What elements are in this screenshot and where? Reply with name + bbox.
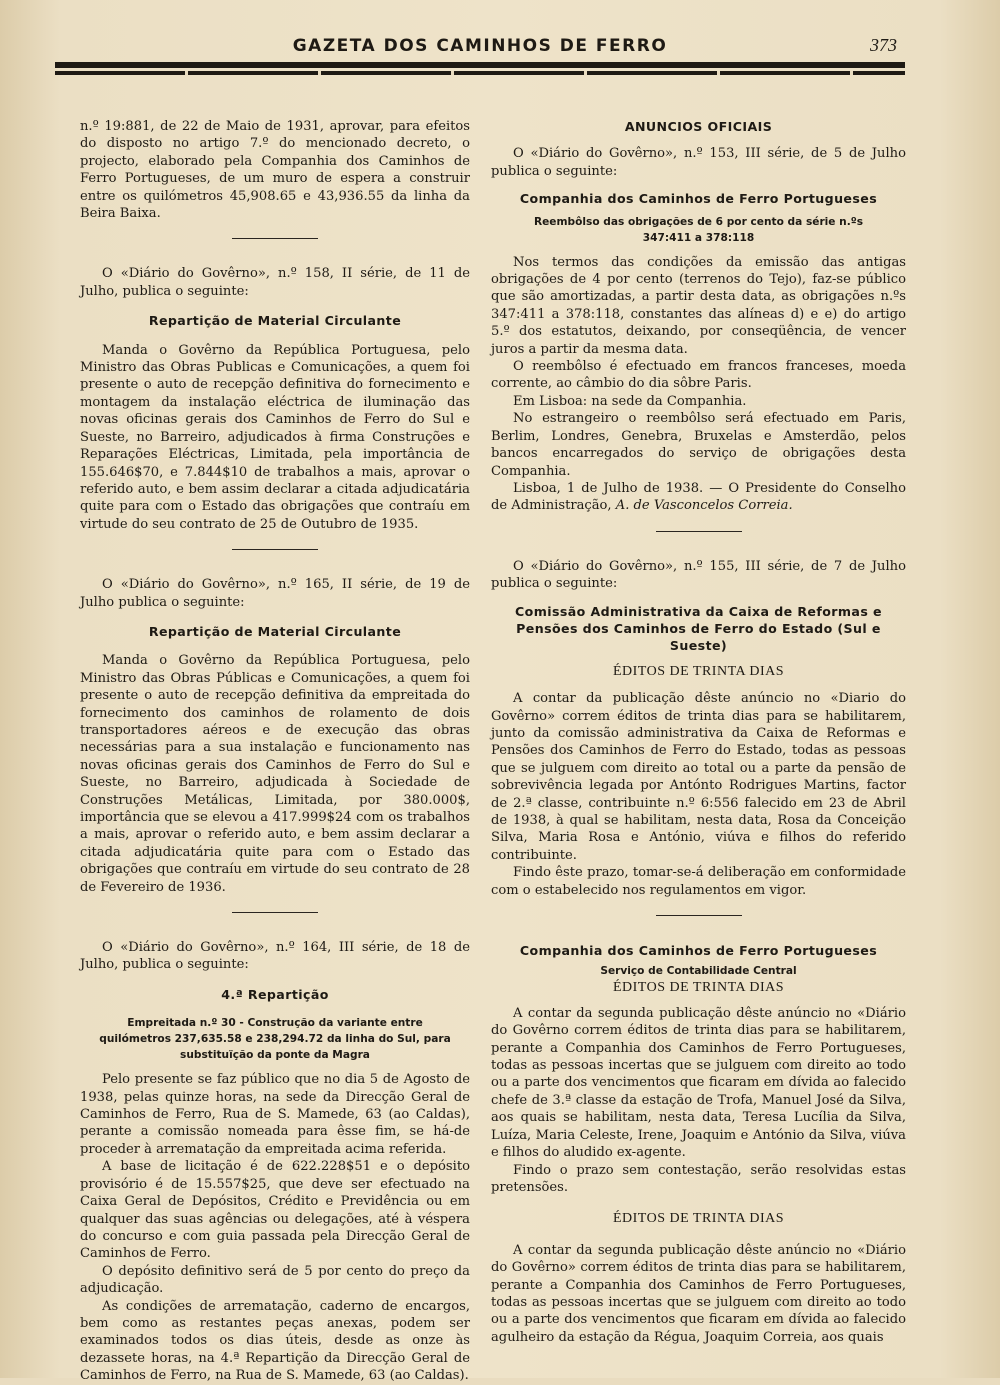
notice-intro: O «Diário do Govêrno», n.º 165, II série, de 19 de Julho publica o seguinte: — [80, 577, 470, 610]
paragraph-text: Lisboa, 1 de Julho de 1938. — O Presidente do Conselho de Administração, — [491, 480, 906, 514]
section-heading: Repartição de Material Circulante — [148, 313, 402, 329]
paragraph: A contar da publicação dêste anúncio no «Diario do Govêrno» correm éditos de trinta dias para se habilitarem, junto da comissão administrativa da Caixa de Reformas e Pensões dos Caminhos de Ferro do Estado, todas as pessoas que se julguem com direito ao total ou a parte da pensão de sobrevivência legada por Antónto Rodrigues Martins, factor de 2.ª classe, contribuinte n.º 6:556 falecido em 23 de Abril de 1938, à qual se habilitam, nesta data, Rosa da Conceição Silva, Maria Rosa e António, viúva e filhos do referido contribuinte. — [491, 691, 906, 863]
paragraph: Findo o prazo sem contestação, serão resolvidas estas pretensões. — [491, 1162, 906, 1195]
separator — [232, 549, 318, 550]
paragraph — [491, 480, 906, 515]
header-rule-thin — [55, 71, 905, 75]
paragraph: A base de licitação é de 622.228$51 e o depósito provisório é de 15.557$25, que deve ser efectuado na Caixa Geral de Depósitos, Crédito e Previdência ou em qualquer das suas agências ou delegações, até à véspera do concurso e com guia passada pela Direcção Geral de Caminhos de Ferro. — [80, 1159, 470, 1262]
separator — [232, 238, 318, 239]
paragraph: Manda o Govêrno da República Portuguesa, pelo Ministro das Obras Públicas e Comunicações, a quem foi presente o auto de recepção definitiva da empreitada do fornecimento dos caminhos de rolamento de dois transportadores aéreos e de execução das obras necessárias para a sua instalação e funcionamento nas novas oficinas gerais dos Caminhos de Ferro do Sul e Sueste, no Barreiro, adjudicada à Sociedade de Construções Metálicas, Limitada, por 380.000$, importância que se elevou a 417.999$24 com os trabalhos a mais, aprovar o referido auto, e bem assim declarar a citada adjudicatária quite para com o Estado das obrigações que contraíu em virtude do seu contrato de 28 de Fevereiro de 1936. — [80, 653, 470, 895]
paragraph: A contar da segunda publicação dêste anúncio no «Diário do Govêrno» correm éditos de trinta dias para se habilitarem, perante a Companhia dos Caminhos de Ferro Portugueses, todas as pessoas incertas que se julguem com direito ao todo ou a parte dos vencimentos que ficaram em dívida ao falecido agulheiro da estação da Régua, Joaquim Correia, aos quais — [491, 1242, 906, 1345]
right-column — [491, 118, 906, 1346]
section-heading: 4.ª Repartição — [221, 986, 329, 1002]
notice-intro: O «Diário do Govêrno», n.º 153, III série, de 5 de Julho publica o seguinte: — [491, 146, 906, 179]
separator — [656, 915, 742, 916]
paragraph: Nos termos das condições da emissão das antigas obrigações de 4 por cento (terrenos do Tejo), faz-se público que são amortizadas, a partir desta data, as obrigações n.ºs 347:411 a 378:118, constantes das alíneas d) e e) do artigo 5.º dos estatutos, deixando, por conseqüência, de vencer juros a partir da mesma data. — [491, 254, 906, 357]
editos-heading: ÉDITOS DE TRINTA DIAS — [612, 1211, 785, 1227]
separator — [232, 912, 318, 913]
paragraph: n.º 19:881, de 22 de Maio de 1931, aprovar, para efeitos do disposto no artigo 7.º do mencionado decreto, o projecto, elaborado pela Companhia dos Caminhos de Ferro Portugueses, de um muro de espera a construir entre os quilómetros 45,908.65 e 43,936.55 da linha da Beira Baixa. — [80, 119, 470, 222]
paragraph: Pelo presente se faz público que no dia 5 de Agosto de 1938, pelas quinze horas, na sede da Direcção Geral de Caminhos de Ferro, Rua de S. Mamede, 63 (ao Caldas), perante a comissão nomeada para êsse fim, se há-de proceder à arrematação da empreitada acima referida. — [80, 1072, 470, 1157]
paragraph: No estrangeiro o reembôlso será efectuado em Paris, Berlim, Londres, Genebra, Bruxelas e Amsterdão, pelos bancos encarregados do serviço de obrigações desta Companhia. — [491, 411, 906, 479]
company-heading: Companhia dos Caminhos de Ferro Portugueses — [519, 191, 878, 207]
left-column — [80, 118, 470, 1385]
header-rule — [55, 62, 905, 75]
page-number: 373 — [870, 35, 897, 55]
editos-heading: ÉDITOS DE TRINTA DIAS — [612, 980, 785, 996]
section-heading: Repartição de Material Circulante — [148, 623, 402, 639]
section-subheading: Reembôlso das obrigações de 6 por cento da série n.ºs 347:411 a 378:118 — [533, 215, 864, 244]
header-rule-thick — [55, 62, 905, 68]
paragraph: As condições de arrematação, caderno de encargos, bem como as restantes peças anexas, podem ser examinados todos os dias úteis, desde as onze às dezassete horas, na 4.ª Repartição da Direcção Geral de Caminhos de Ferro, na Rua de S. Mamede, 63 (ao Caldas). — [80, 1298, 470, 1384]
paragraph: Findo êste prazo, tomar-se-á deliberação em conformidade com o estabelecido nos regulamentos em vigor. — [491, 865, 906, 898]
editos-heading: ÉDITOS DE TRINTA DIAS — [612, 663, 785, 679]
notice-intro: O «Diário do Govêrno», n.º 158, II série, de 11 de Julho, publica o seguinte: — [80, 266, 470, 299]
paragraph: O reembôlso é efectuado em francos franceses, moeda corrente, ao câmbio do dia sôbre Paris. — [491, 359, 906, 392]
company-heading: Companhia dos Caminhos de Ferro Portugueses — [519, 943, 878, 959]
notice-intro: O «Diário do Govêrno», n.º 164, III série, de 18 de Julho, publica o seguinte: — [80, 940, 470, 973]
section-heading: Comissão Administrativa da Caixa de Reformas e Pensões dos Caminhos de Ferro do Estado (Sul e Sueste) — [515, 603, 882, 654]
paragraph: Manda o Govêrno da República Portuguesa, pelo Ministro das Obras Publicas e Comunicações, a quem foi presente o auto de recepção definitiva do fornecimento e montagem da instalação eléctrica de iluminação das novas oficinas gerais dos Caminhos de Ferro do Sul e Sueste, no Barreiro, adjudicados à firma Construções e Reparações Eléctricas, Limitada, pela importância de 155.646$70, e 7.844$10 de trabalhos a mais, aprovar o referido auto, e bem assim declarar a citada adjudicatária quite para com o Estado das obrigações que contraíu em virtude do seu contrato de 25 de Outubro de 1935. — [80, 342, 470, 532]
paragraph: O depósito definitivo será de 5 por cento do preço da adjudicação. — [80, 1263, 470, 1297]
notice-intro: O «Diário do Govêrno», n.º 155, III série, de 7 de Julho publica o seguinte: — [491, 558, 906, 592]
section-heading: ANUNCIOS OFICIAIS — [624, 119, 773, 134]
page-header — [55, 36, 905, 58]
section-subheading: Serviço de Contabilidade Central — [600, 965, 797, 978]
journal-title: GAZETA DOS CAMINHOS DE FERRO — [292, 36, 668, 56]
paragraph: A contar da segunda publicação dêste anúncio no «Diário do Govêrno correm éditos de trinta dias para se habilitarem, perante a Companhia dos Caminhos de Ferro Portugueses, todas as pessoas incertas que se julguem com direito ao todo ou a parte dos vencimentos que ficaram em dívida ao falecido chefe de 3.ª classe da estação de Trofa, Manuel José da Silva, aos quais se habilitam, nesta data, Teresa Lucília da Silva, Luíza, Maria Celeste, Irene, Joaquim e António da Silva, viúva e filhos do aludido ex-agente. — [491, 1005, 906, 1161]
separator — [656, 531, 742, 532]
section-subheading: Empreitada n.º 30 - Construção da variante entre quilómetros 237,635.58 e 238,294.72 da linha do Sul, para substituïção da ponte da Magra — [99, 1017, 451, 1062]
paragraph: Em Lisboa: na sede da Companhia. — [513, 393, 747, 409]
signature: A. de Vasconcelos Correia. — [615, 498, 793, 514]
